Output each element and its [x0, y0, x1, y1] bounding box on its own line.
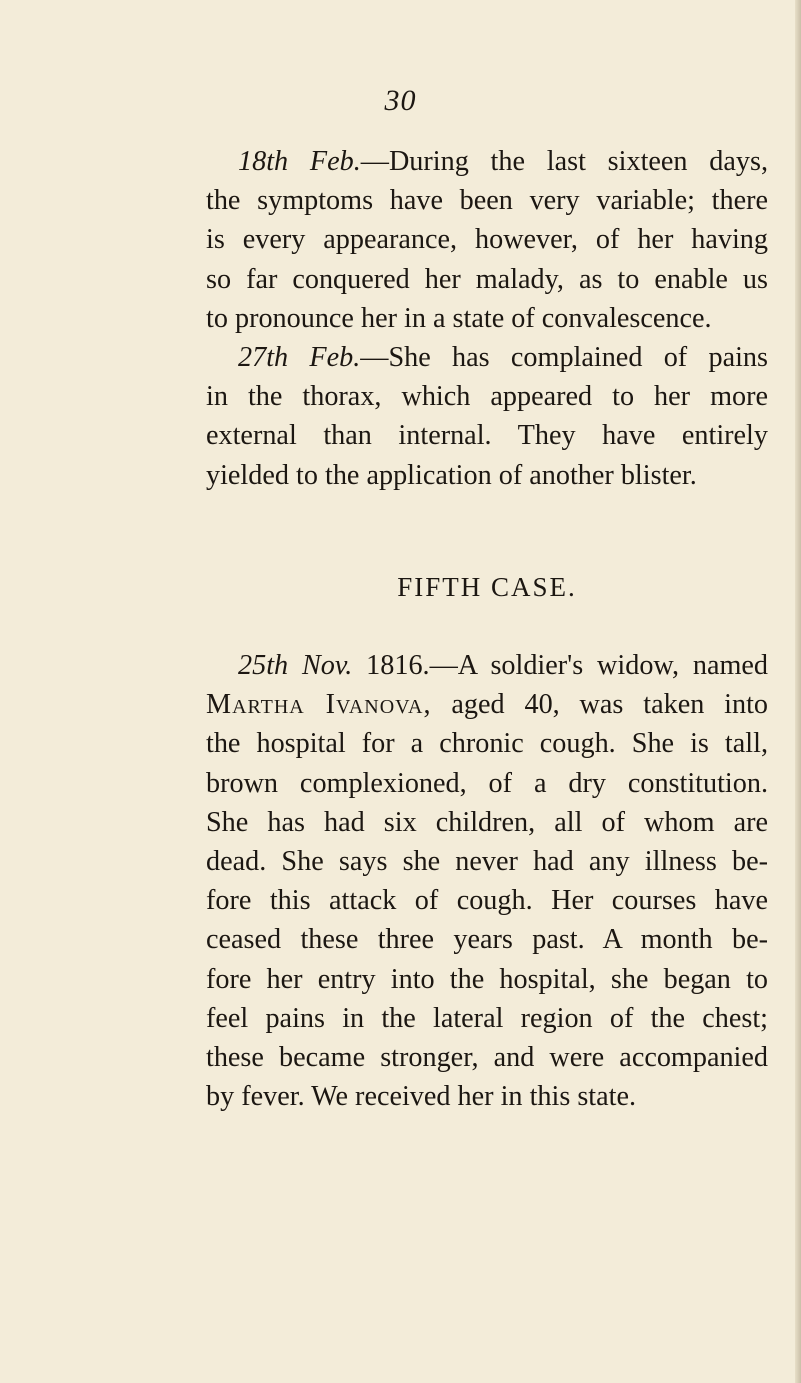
page-number: 30: [384, 84, 417, 117]
case-text: 1816.—A soldier's widow, named: [352, 650, 768, 681]
entry-line: the symptoms have been very variable; there: [206, 185, 768, 217]
page-edge: [795, 0, 801, 1383]
entry-date: 18th Feb.: [238, 146, 361, 177]
diary-entries: [206, 142, 768, 495]
case-paragraph: [206, 646, 768, 1116]
case-line: dead. She says she never had any illness be-: [206, 846, 768, 878]
entry-line: [206, 142, 768, 181]
entry-text: —She has complained of pains: [360, 342, 768, 374]
case-line: feel pains in the lateral region of the chest;: [206, 1002, 768, 1034]
case-line: fore this attack of cough. Her courses have: [206, 885, 768, 917]
entry-line: yielded to the application of another blister.: [206, 459, 697, 491]
patient-name: Martha Ivanova,: [206, 689, 432, 721]
entry-line: in the thorax, which appeared to her more: [206, 381, 768, 413]
entry-27-feb: [206, 338, 768, 495]
case-line: [206, 646, 768, 685]
entry-line: so far conquered her malady, as to enable us: [206, 263, 768, 295]
case-line: fore her entry into the hospital, she began to: [206, 963, 768, 995]
entry-line: external than internal. They have entirely: [206, 420, 768, 452]
section-heading: FIFTH CASE.: [397, 572, 577, 602]
entry-18-feb: [206, 142, 768, 338]
case-body: [206, 646, 768, 1116]
entry-line: [206, 338, 768, 377]
case-line: these became stronger, and were accompanied: [206, 1042, 768, 1074]
entry-date: 27th Feb.: [238, 342, 361, 374]
case-line: [206, 685, 768, 724]
entry-line: to pronounce her in a state of convalescence.: [206, 302, 712, 334]
case-text: aged 40, was taken into: [431, 689, 769, 721]
entry-line: is every appearance, however, of her having: [206, 224, 768, 256]
case-line: by fever. We received her in this state.: [206, 1081, 637, 1113]
case-line: the hospital for a chronic cough. She is tall,: [206, 728, 768, 760]
case-date: 25th Nov.: [238, 650, 353, 681]
case-line: ceased these three years past. A month be-: [206, 924, 768, 956]
case-line: She has had six children, all of whom are: [206, 806, 768, 838]
entry-text: —During the last sixteen days,: [360, 146, 768, 177]
case-line: brown complexioned, of a dry constitution.: [206, 767, 768, 799]
